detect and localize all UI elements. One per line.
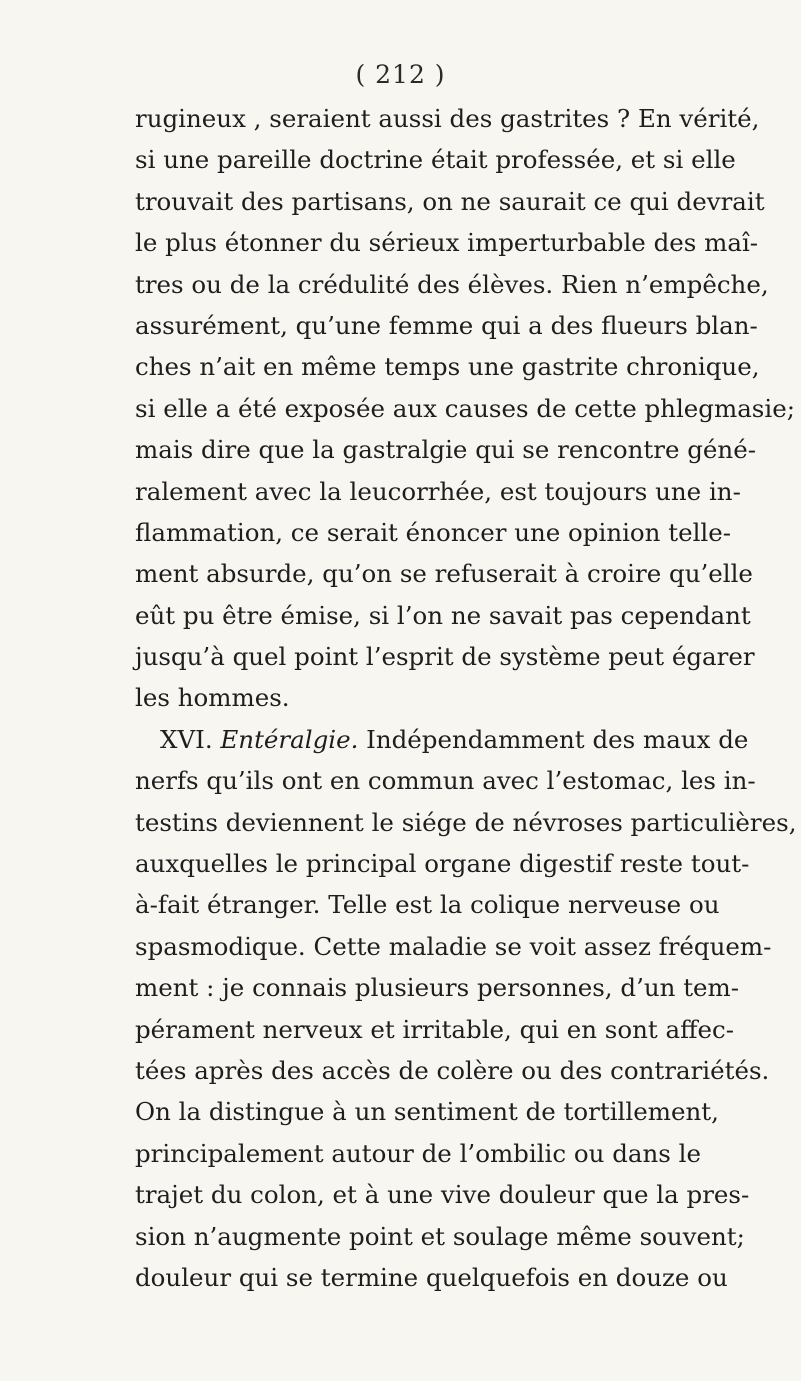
text-line: assurément, qu’une femme qui a des flueurs blan- [135,310,758,340]
body-text [135,98,797,1298]
text-line: les hommes. [135,683,290,713]
section-heading-line [135,719,749,760]
text-line: mais dire que la gastralgie qui se rencontre géné- [135,435,756,465]
text-line: si une pareille doctrine était professée, et si elle [135,145,736,175]
section-first-line: Indépendamment des maux de [366,724,749,754]
text-line: à-fait étranger. Telle est la colique nerveuse ou [135,890,720,920]
text-line: ralement avec la leucorrhée, est toujours une in- [135,476,741,506]
text-line: pérament nerveux et irritable, qui en sont affec- [135,1014,735,1044]
text-line: testins deviennent le siége de névroses particulières, [135,807,797,837]
text-line: ches n’ait en même temps une gastrite chronique, [135,352,760,382]
text-line: ment : je connais plusieurs personnes, d’un tem- [135,973,740,1003]
text-line: rugineux , seraient aussi des gastrites ? En vérité, [135,104,760,133]
text-line: eût pu être émise, si l’on ne savait pas cependant [135,600,751,630]
text-line: trajet du colon, et à une vive douleur que la pres- [135,1180,750,1210]
text-line: auxquelles le principal organe digestif reste tout- [135,849,750,879]
text-line: tres ou de la crédulité des élèves. Rien n’empêche, [135,269,769,299]
text-line: tées après des accès de colère ou des contrariétés. [135,1055,770,1085]
text-line: le plus étonner du sérieux imperturbable des maî- [135,228,759,258]
text-line: trouvait des partisans, on ne saurait ce qui devrait [135,186,765,216]
text-line: jusqu’à quel point l’esprit de système peut égarer [135,642,755,672]
page-number: ( 212 ) [355,60,446,89]
section-number: XVI. [160,724,213,754]
text-line: spasmodique. Cette maladie se voit assez fréquem- [135,931,772,961]
text-line: sion n’augmente point et soulage même souvent; [135,1221,745,1251]
text-line: principalement autour de l’ombilic ou dans le [135,1138,701,1168]
text-line: flammation, ce serait énoncer une opinion telle- [135,517,732,547]
text-line: On la distingue à un sentiment de tortillement, [135,1097,719,1127]
text-line: ment absurde, qu’on se refuserait à croire qu’elle [135,559,753,589]
text-line: si elle a été exposée aux causes de cette phlegmasie; [135,393,795,423]
text-line: nerfs qu’ils ont en commun avec l’estomac, les in- [135,766,756,796]
section-title: Entéralgie. [220,724,359,754]
text-line: douleur qui se termine quelquefois en douze ou [135,1262,728,1292]
